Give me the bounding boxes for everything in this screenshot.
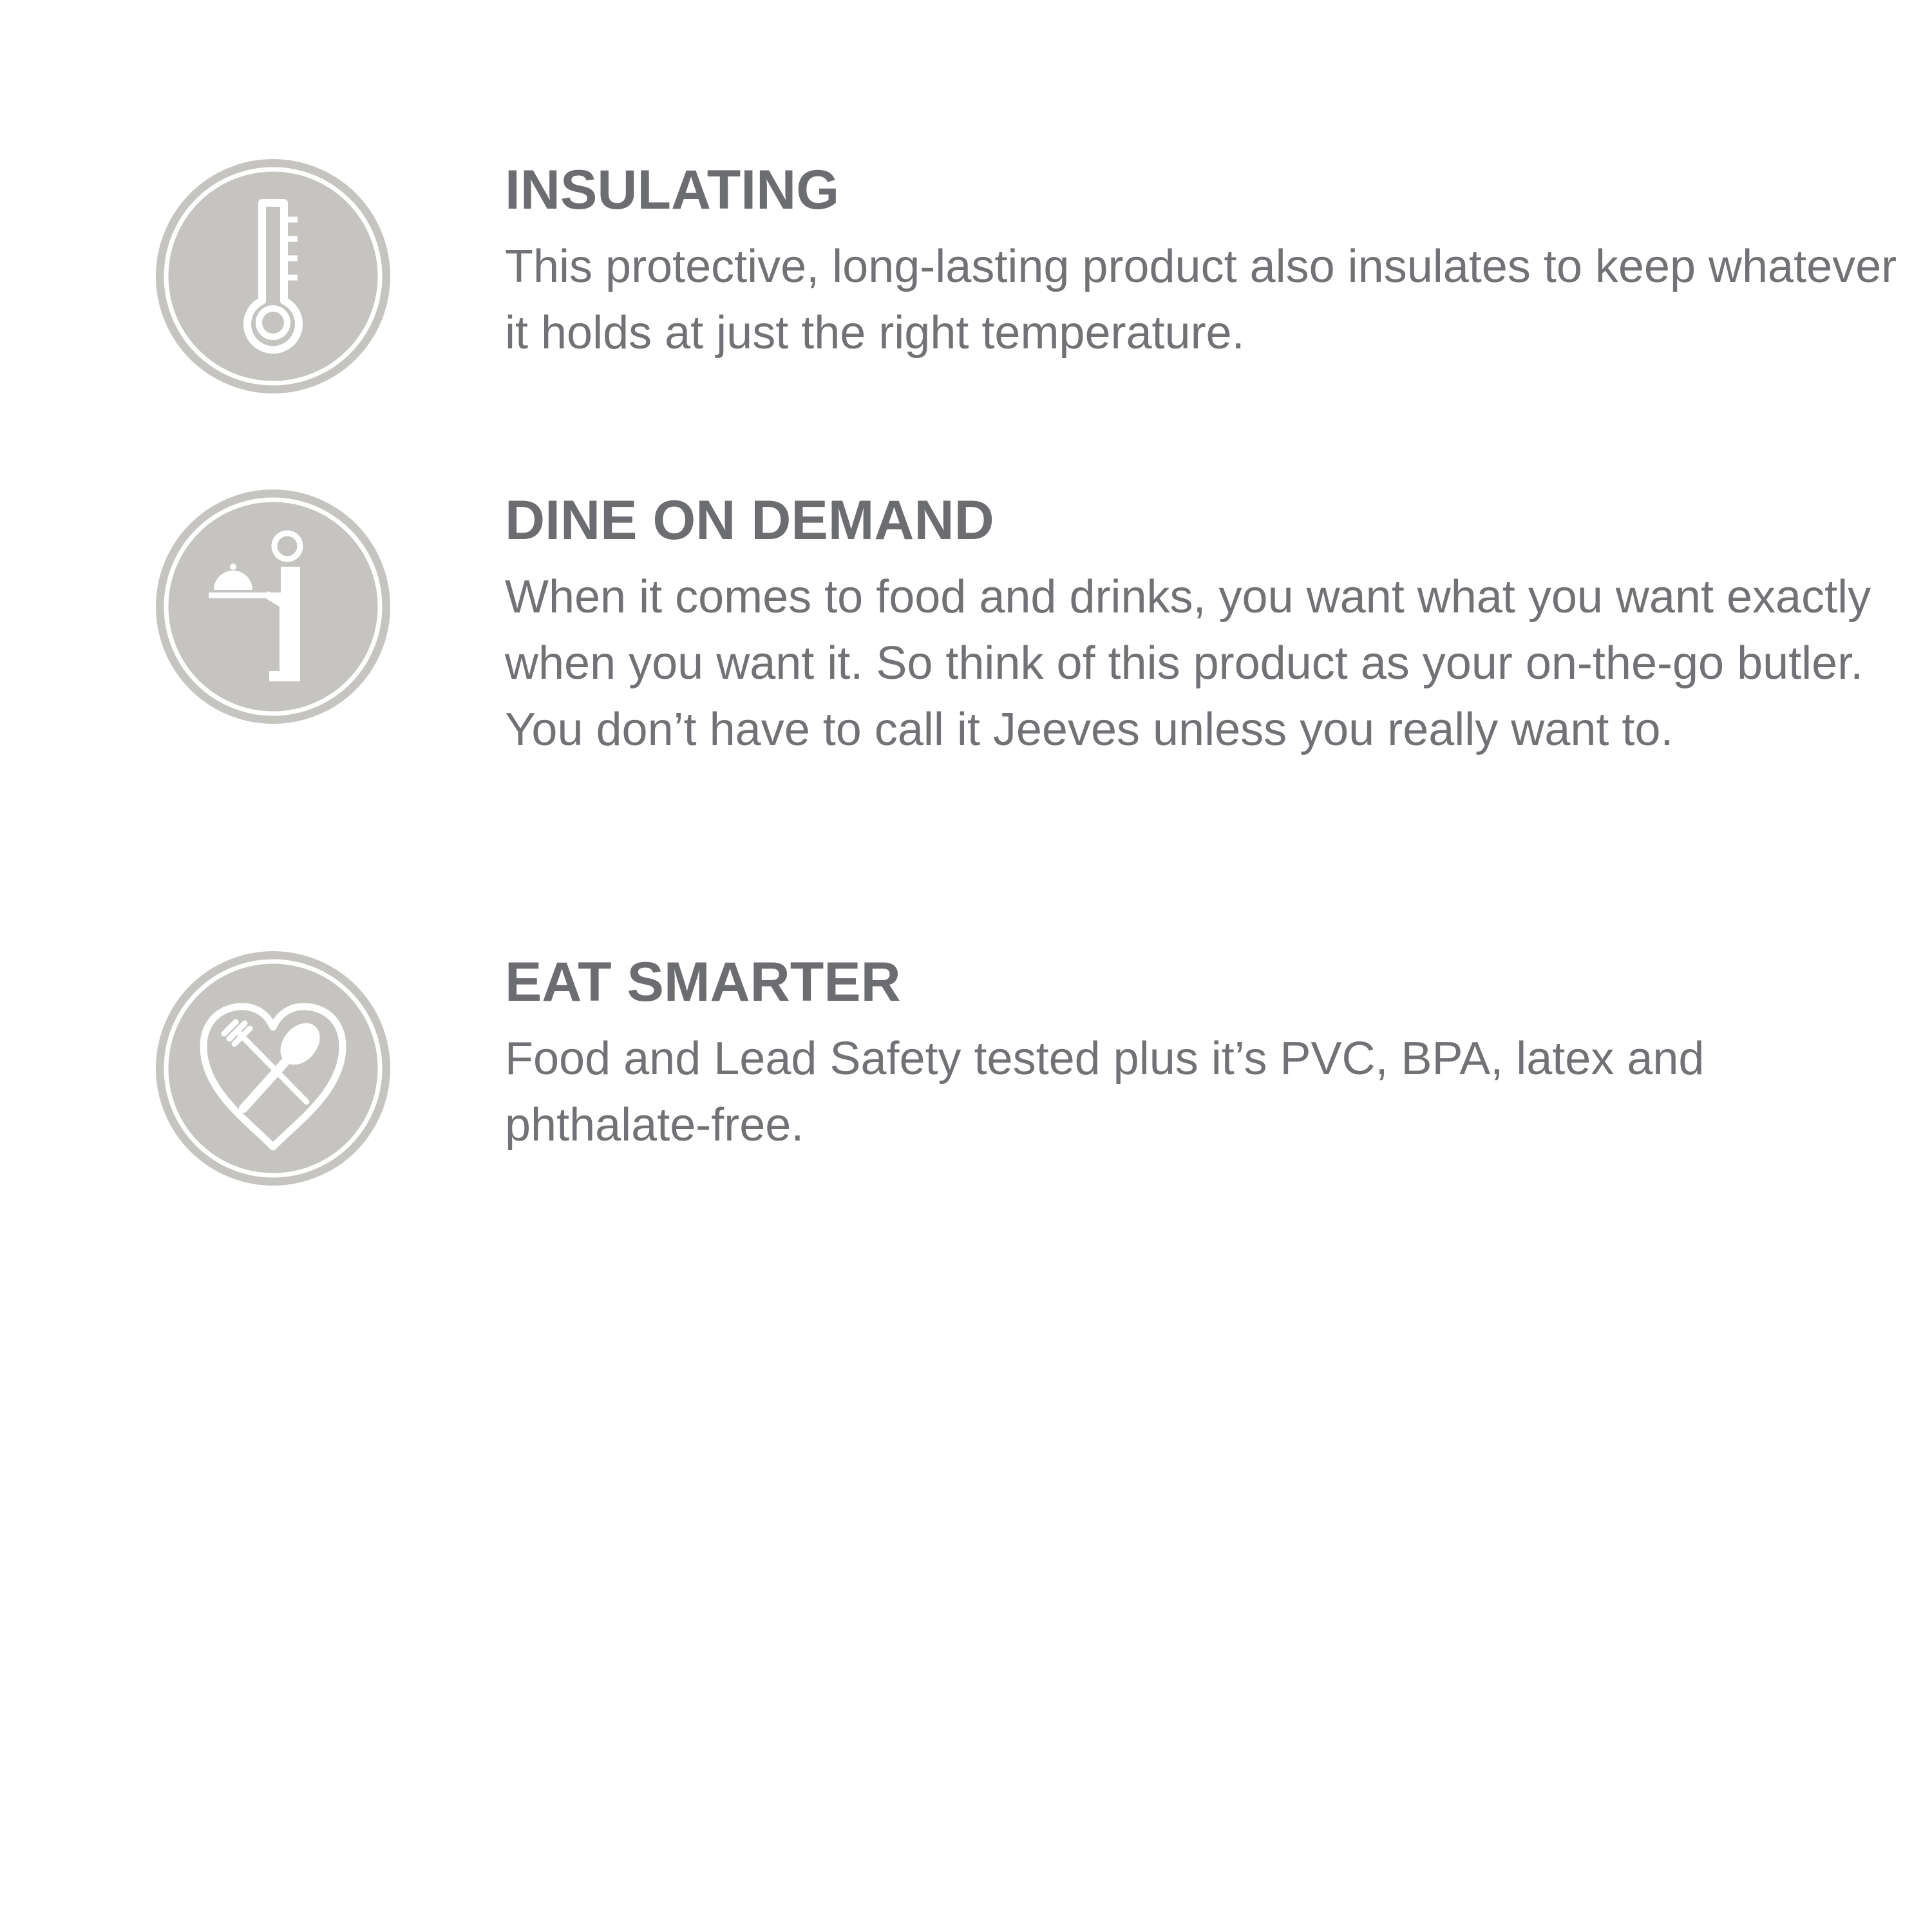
feature-text xyxy=(505,488,1909,763)
feature-text xyxy=(505,158,1909,366)
thermometer-icon xyxy=(155,158,392,395)
feature-title: DINE ON DEMAND xyxy=(505,489,994,551)
feature-description: This protective, long-lasting product also insulates to keep whatever it holds at just the right temperature. xyxy=(505,241,1897,359)
heart-utensils-icon xyxy=(155,950,392,1187)
butler-icon xyxy=(155,488,392,725)
feature-title: INSULATING xyxy=(505,159,840,221)
feature-description: Food and Lead Safety tested plus it’s PVC, BPA, latex and phthalate-free. xyxy=(505,1033,1705,1151)
feature-title: EAT SMARTER xyxy=(505,951,901,1013)
feature-text xyxy=(505,950,1909,1159)
feature-description: When it comes to food and drinks, you want what you want exactly when you want it. So think of this product as your on-the-go butler. You don’t have to call it Jeeves unless you really want to. xyxy=(505,571,1871,755)
